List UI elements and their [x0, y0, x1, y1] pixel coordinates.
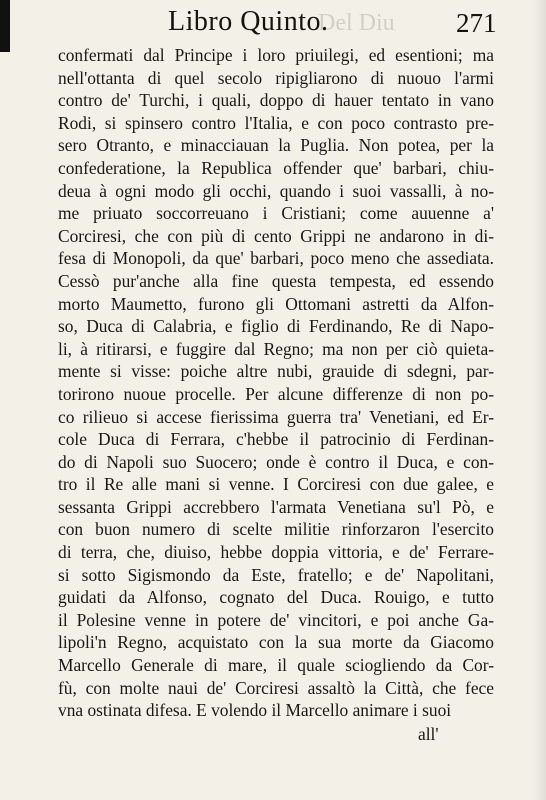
text-line: torirono nuoue procelle. Per alcune differenze di non po-	[58, 383, 494, 404]
text-line: Rodi, si spinsero contro l'Italia, e con poco contrasto pre-	[58, 112, 494, 133]
text-line: sessanta Grippi accrebbero l'armata Venetiana su'l Pò, e	[58, 496, 494, 517]
text-line: confermati dal Principe i loro priuilegi, ed esentioni; ma	[58, 45, 494, 65]
text-line: Corciresi, che con più di cento Grippi ne andarono in di-	[58, 225, 494, 246]
text-line: morto Maumetto, furono gli Ottomani astretti da Alfon-	[58, 293, 494, 314]
body-text	[58, 44, 494, 722]
text-line: deua à ogni modo gli occhi, quando i suoi vassalli, à no-	[58, 180, 494, 201]
text-line: mente si visse: poiche altre nubi, grauide di sdegni, par-	[58, 361, 494, 382]
text-line: il Polesine venne in potere de' vincitori, e poi anche Ga-	[58, 609, 494, 630]
text-line: fù, con molte naui de' Corciresi assaltò la Città, che fece	[58, 677, 494, 698]
text-line: fesa di Monopoli, da que' barbari, poco meno che assediata.	[58, 248, 494, 269]
text-line: do di Napoli suo Suocero; onde è contro il Duca, e con-	[58, 451, 494, 472]
text-line: confederatione, la Republica offender que' barbari, chiu-	[58, 157, 494, 178]
text-line: con buon numero di scelte militie rinforzaron l'esercito	[58, 519, 494, 540]
text-line: Marcello Generale di mare, il quale sciogliendo da Cor-	[58, 655, 494, 676]
text-line: di terra, che, diuiso, hebbe doppia vittoria, e de' Ferrare-	[58, 542, 494, 563]
catchword: all'	[418, 724, 439, 744]
running-title: Libro Quinto.	[168, 6, 329, 37]
text-line: contro de' Turchi, i quali, doppo di hauer tentato in vano	[58, 90, 494, 111]
text-line: so, Duca di Calabria, e figlio di Ferdinando, Re di Napo-	[58, 316, 494, 337]
text-line: guidati da Alfonso, cognato del Duca. Rouigo, e tutto	[58, 587, 494, 608]
text-line: nell'ottanta di quel secolo ripigliarono di nuouo l'armi	[58, 67, 494, 88]
text-line: me priuato soccorreuano i Cristiani; come auuenne a'	[58, 203, 494, 224]
page-edge-shadow	[532, 0, 546, 800]
text-line: lipoli'n Regno, acquistato con la sua morte da Giacomo	[58, 632, 494, 653]
text-line: Cessò pur'anche alla fine questa tempesta, ed essendo	[58, 270, 494, 291]
text-line: tro il Re alle mani si venne. I Corciresi con due galee, e	[58, 474, 494, 495]
page-header	[0, 0, 546, 44]
text-line: cole Duca di Ferrara, c'hebbe il patrocinio di Ferdinan-	[58, 429, 494, 450]
text-line: si sotto Sigismondo da Este, fratello; e de' Napolitani,	[58, 564, 494, 585]
bleed-through-text: Del Diu	[318, 10, 395, 36]
text-line: li, à ritirarsi, e fuggire dal Regno; ma non per ciò quieta-	[58, 338, 494, 359]
text-line: vna ostinata difesa. E volendo il Marcello animare i suoi	[58, 700, 452, 721]
text-line: sero Otranto, e minacciauan la Puglia. Non potea, per la	[58, 135, 494, 156]
text-line: co rilieuo si accese fierissima guerra tra' Venetiani, ed Er-	[58, 406, 494, 427]
page-number: 271	[456, 8, 497, 38]
